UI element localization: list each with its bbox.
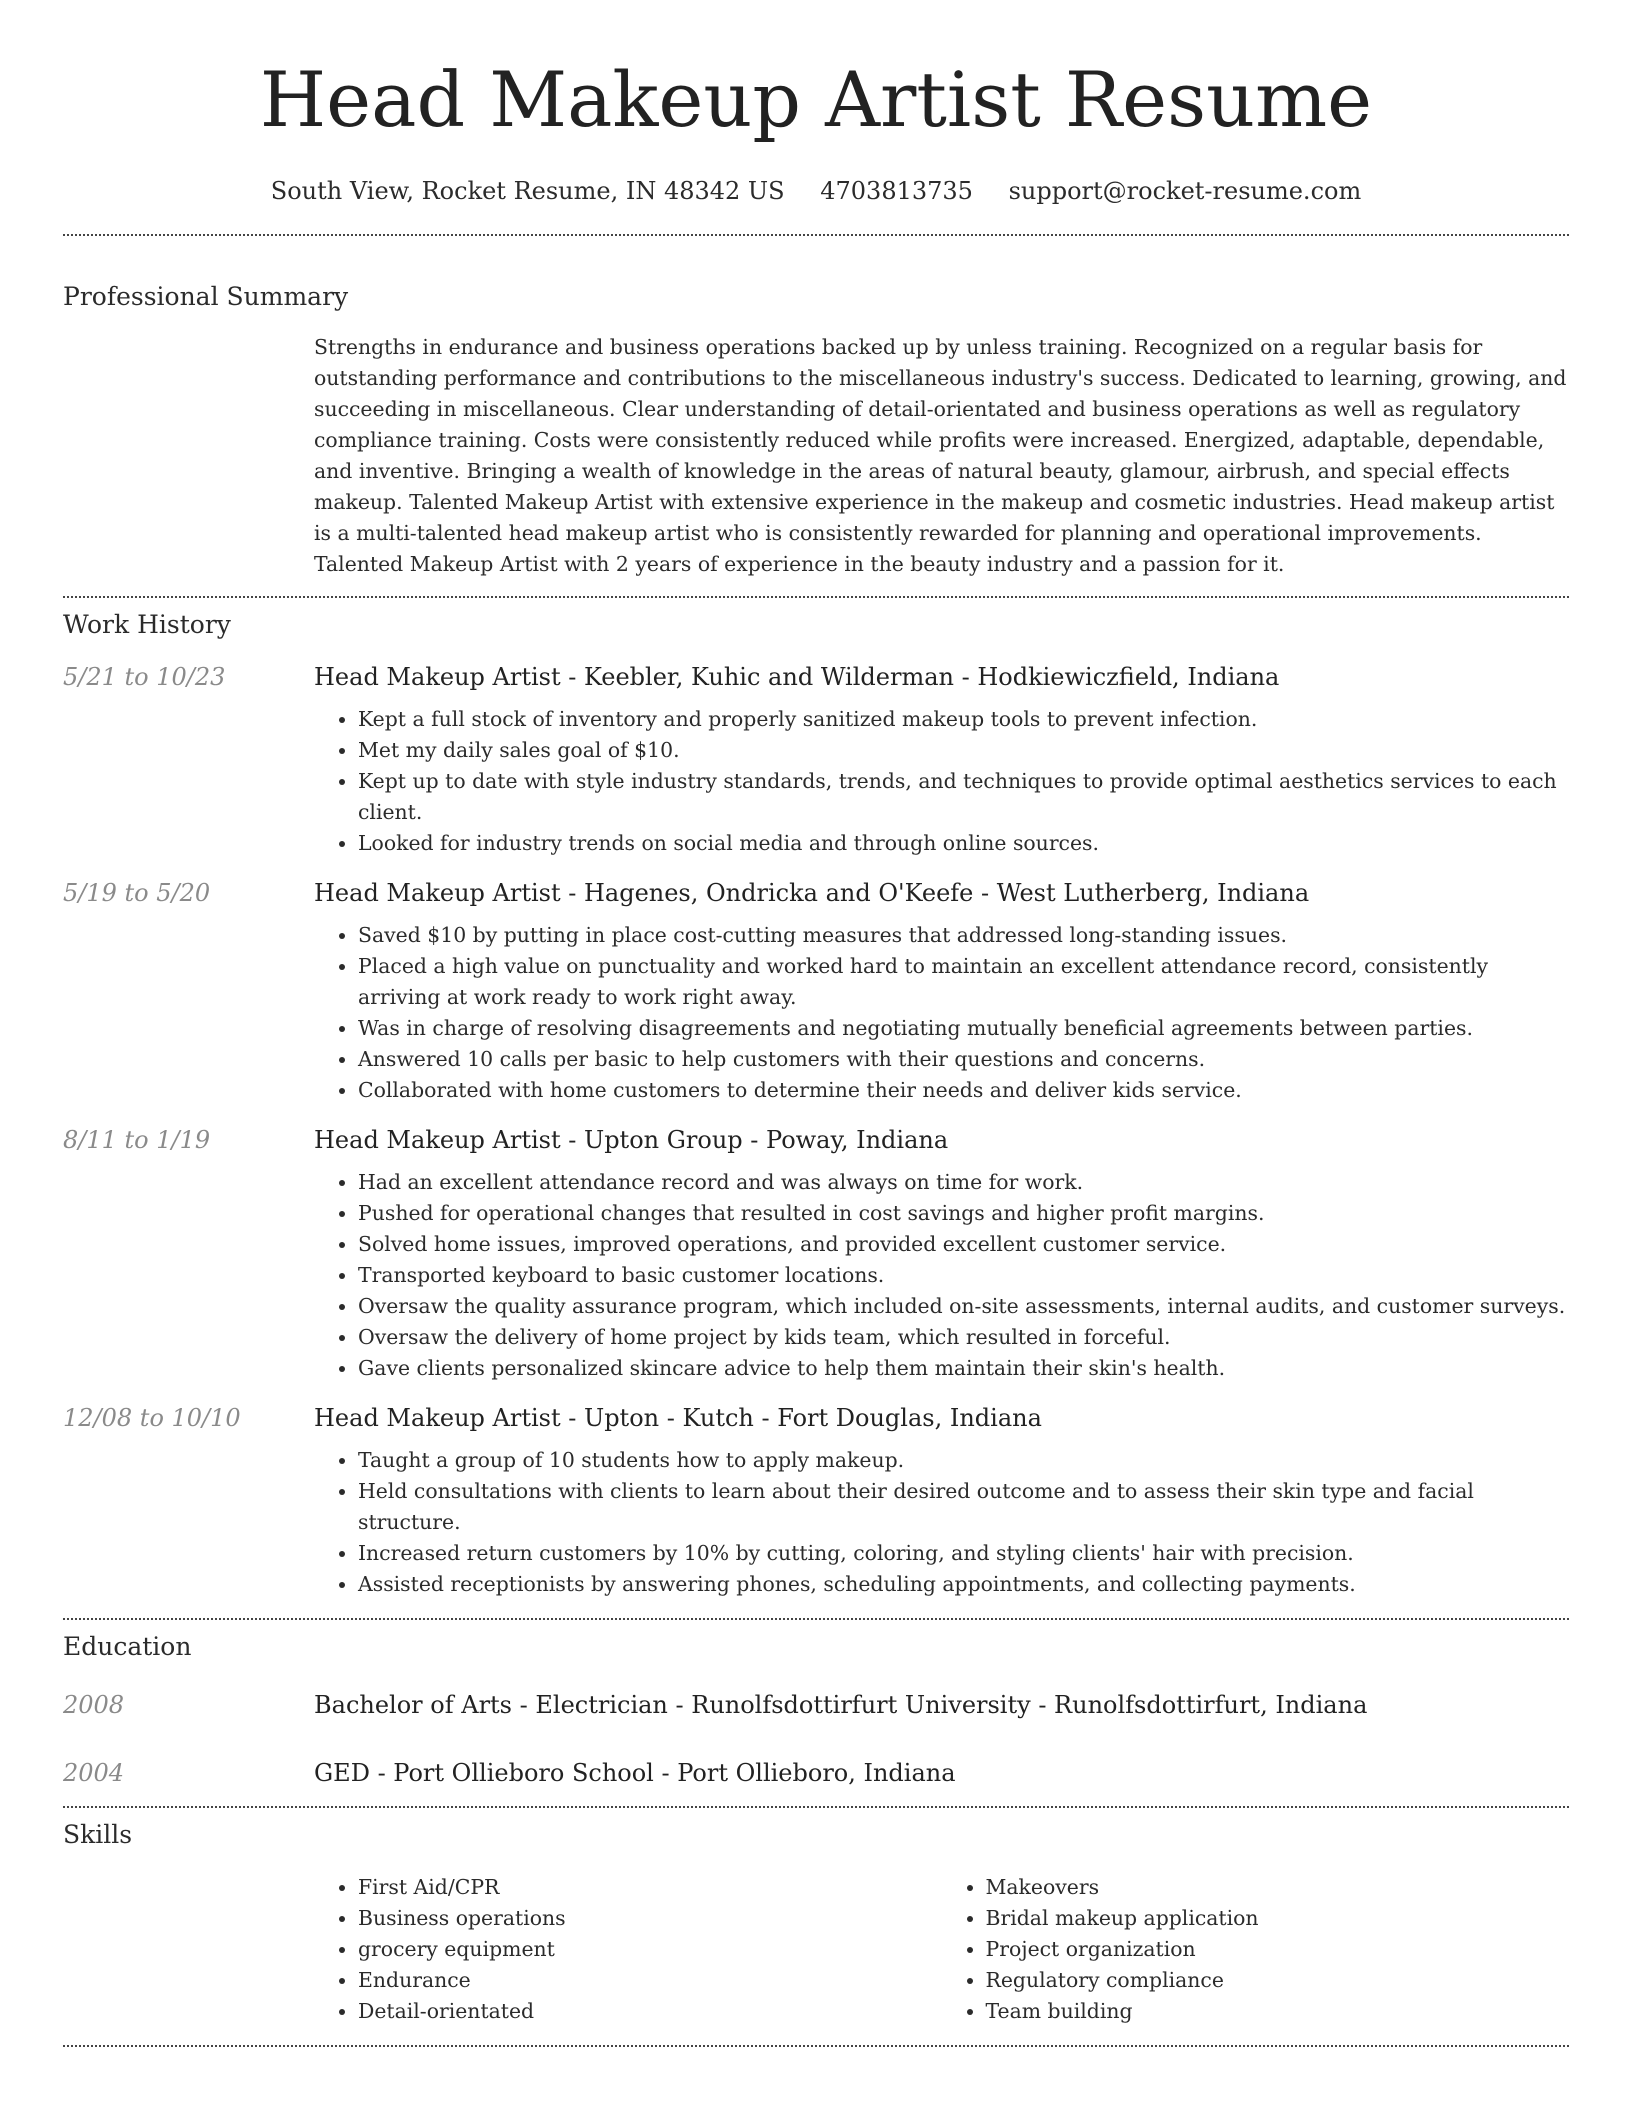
list-item: • Gave clients personalized skincare advice to help them maintain their skin's health.: [358, 1353, 1569, 1384]
list-item: • Oversaw the quality assurance program, which included on-site assessments, internal audits, and customer surveys.: [358, 1291, 1569, 1322]
list-item: • Solved home issues, improved operations, and provided excellent customer service.: [358, 1229, 1569, 1260]
summary-text: Strengths in endurance and business operations backed up by unless training. Recognized on a regular basis for outstanding performance and contributions to the miscellaneous industry's success. Dedicated to learning, growing, and succeeding in miscellaneous. Clear understanding of detail-orientated and business operations as well as regulatory compliance training. Costs were consistently reduced while profits were increased. Energized, adaptable, dependable, and inventive. Bringing a wealth of knowledge in the areas of natural beauty, glamour, airbrush, and special effects makeup. Talented Makeup Artist with extensive experience in the makeup and cosmetic industries. Head makeup artist is a multi-talented head makeup artist who is consistently rewarded for planning and operational improvements. Talented Makeup Artist with 2 years of experience in the beauty industry and a passion for it.: [314, 335, 1567, 576]
section-title-education: Education: [63, 1632, 192, 1661]
list-item: • Met my daily sales goal of $10.: [358, 735, 1569, 766]
divider: [63, 1806, 1569, 1808]
education-entry: [63, 1756, 1569, 1790]
job-content: [314, 1401, 1569, 1600]
education-year: 2008: [63, 1691, 125, 1719]
list-item: • Bridal makeup application: [986, 1903, 1570, 1934]
divider: [63, 234, 1569, 236]
job-heading: Head Makeup Artist - Upton Group - Poway, Indiana: [314, 1126, 949, 1154]
list-item: • Had an excellent attendance record and was always on time for work.: [358, 1167, 1569, 1198]
list-item: • grocery equipment: [358, 1934, 942, 1965]
list-item: • Team building: [986, 1996, 1570, 2027]
list-item: • Makeovers: [986, 1872, 1570, 1903]
divider: [63, 2045, 1569, 2047]
job-content: [314, 1123, 1569, 1384]
list-item: • Business operations: [358, 1903, 942, 1934]
job-entry: [63, 660, 1569, 859]
contact-phone: 4703813735: [820, 177, 973, 205]
job-content: [314, 876, 1569, 1106]
contact-address: South View, Rocket Resume, IN 48342 US: [270, 177, 785, 205]
list-item: • Held consultations with clients to learn about their desired outcome and to assess their skin type and facial structure.: [358, 1476, 1569, 1538]
list-item: • Collaborated with home customers to determine their needs and deliver kids service.: [358, 1075, 1569, 1106]
contact-line: [63, 174, 1569, 208]
list-item: • Kept up to date with style industry standards, trends, and techniques to provide optimal aesthetics services to each client.: [358, 766, 1569, 828]
section-title-skills: Skills: [63, 1820, 133, 1849]
list-item: • Assisted receptionists by answering phones, scheduling appointments, and collecting payments.: [358, 1569, 1569, 1600]
job-heading: Head Makeup Artist - Upton - Kutch - Fort Douglas, Indiana: [314, 1404, 1042, 1432]
list-item: • Oversaw the delivery of home project by kids team, which resulted in forceful.: [358, 1322, 1569, 1353]
list-item: • Looked for industry trends on social media and through online sources.: [358, 828, 1569, 859]
list-item: • Kept a full stock of inventory and properly sanitized makeup tools to prevent infection.: [358, 704, 1569, 735]
education-heading: Bachelor of Arts - Electrician - Runolfsdottirfurt University - Runolfsdottirfurt, Indiana: [314, 1691, 1368, 1719]
job-bullets: [314, 920, 1569, 1106]
list-item: • Increased return customers by 10% by cutting, coloring, and styling clients' hair with precision.: [358, 1538, 1569, 1569]
job-heading: Head Makeup Artist - Keebler, Kuhic and Wilderman - Hodkiewiczfield, Indiana: [314, 663, 1280, 691]
list-item: • Placed a high value on punctuality and worked hard to maintain an excellent attendance record, consistently arriving at work ready to work right away.: [358, 951, 1569, 1013]
education-entry: [63, 1688, 1569, 1722]
list-item: • Detail-orientated: [358, 1996, 942, 2027]
list-item: • Regulatory compliance: [986, 1965, 1570, 1996]
list-item: • Was in charge of resolving disagreements and negotiating mutually beneficial agreements between parties.: [358, 1013, 1569, 1044]
job-entry: [63, 876, 1569, 1106]
section-title-work-history: Work History: [63, 610, 231, 639]
job-entry: [63, 1123, 1569, 1384]
list-item: • Taught a group of 10 students how to apply makeup.: [358, 1445, 1569, 1476]
education-year: 2004: [63, 1759, 125, 1787]
job-entry: [63, 1401, 1569, 1600]
job-dates: 8/11 to 1/19: [63, 1126, 211, 1154]
job-content: [314, 660, 1569, 859]
skills-column-left: [314, 1872, 942, 2027]
list-item: • Project organization: [986, 1934, 1570, 1965]
job-dates: 5/21 to 10/23: [63, 663, 226, 691]
contact-email: support@rocket-resume.com: [1008, 177, 1362, 205]
list-item: • Pushed for operational changes that resulted in cost savings and higher profit margins.: [358, 1198, 1569, 1229]
job-bullets: [314, 1445, 1569, 1600]
job-dates: 12/08 to 10/10: [63, 1404, 241, 1432]
section-title-summary: Professional Summary: [63, 282, 349, 311]
list-item: • Answered 10 calls per basic to help customers with their questions and concerns.: [358, 1044, 1569, 1075]
resume-title: Head Makeup Artist Resume: [259, 55, 1373, 144]
list-item: • Transported keyboard to basic customer locations.: [358, 1260, 1569, 1291]
job-bullets: [314, 1167, 1569, 1384]
job-bullets: [314, 704, 1569, 859]
list-item: • First Aid/CPR: [358, 1872, 942, 1903]
skills-column-right: [942, 1872, 1570, 2027]
list-item: • Saved $10 by putting in place cost-cutting measures that addressed long-standing issues.: [358, 920, 1569, 951]
skills-list: [314, 1872, 1569, 2027]
job-heading: Head Makeup Artist - Hagenes, Ondricka and O'Keefe - West Lutherberg, Indiana: [314, 879, 1310, 907]
divider: [63, 1618, 1569, 1620]
list-item: • Endurance: [358, 1965, 942, 1996]
divider: [63, 596, 1569, 598]
education-heading: GED - Port Ollieboro School - Port Ollieboro, Indiana: [314, 1759, 956, 1787]
job-dates: 5/19 to 5/20: [63, 879, 211, 907]
